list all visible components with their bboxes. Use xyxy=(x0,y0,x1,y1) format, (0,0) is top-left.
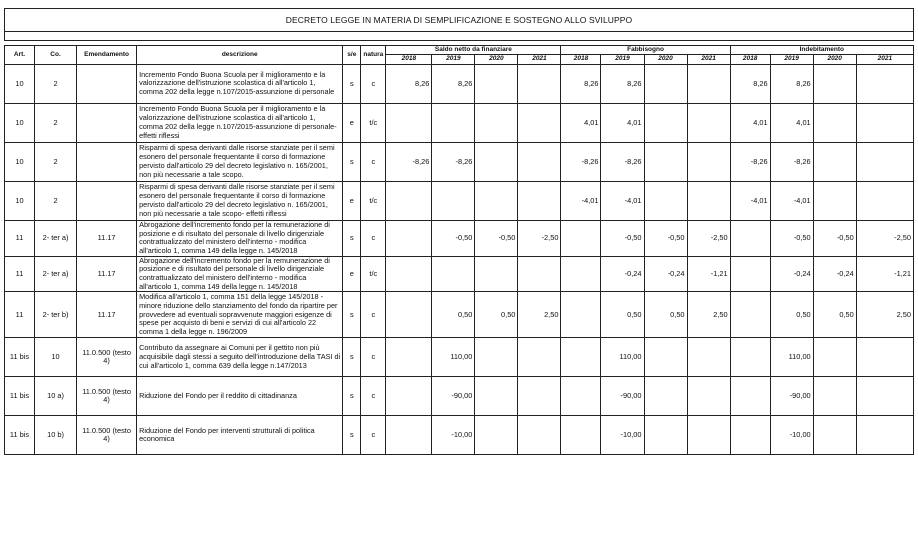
cell-saldo-value: -2,50 xyxy=(518,220,561,256)
cell-indebitamento-value xyxy=(813,416,856,455)
table-row xyxy=(5,377,914,416)
cell-fabbisogno-value: 0,50 xyxy=(644,292,687,338)
cell-saldo-value xyxy=(518,256,561,292)
cell-indebitamento-value xyxy=(730,338,770,377)
cell-indebitamento-value: -10,00 xyxy=(770,416,813,455)
header-year: 2020 xyxy=(644,55,687,64)
cell-saldo-value xyxy=(386,338,432,377)
header-group-saldo: Saldo netto da finanziare xyxy=(386,46,561,55)
cell-saldo-value xyxy=(386,256,432,292)
cell-saldo-value xyxy=(386,103,432,142)
cell-indebitamento-value xyxy=(856,416,913,455)
cell-fabbisogno-value: 4,01 xyxy=(601,103,644,142)
cell-saldo-value xyxy=(386,220,432,256)
header-year: 2021 xyxy=(687,55,730,64)
cell-se: s xyxy=(343,292,361,338)
cell-fabbisogno-value: -90,00 xyxy=(601,377,644,416)
header-year: 2018 xyxy=(386,55,432,64)
table-row xyxy=(5,64,914,103)
cell-saldo-value xyxy=(475,416,518,455)
cell-indebitamento-value xyxy=(856,181,913,220)
cell-descrizione xyxy=(137,416,343,455)
cell-co: 2- ter b) xyxy=(35,292,77,338)
header-year: 2018 xyxy=(730,55,770,64)
cell-saldo-value xyxy=(475,338,518,377)
cell-fabbisogno-value xyxy=(561,416,601,455)
cell-saldo-value: 110,00 xyxy=(432,338,475,377)
cell-co: 2 xyxy=(35,64,77,103)
cell-fabbisogno-value xyxy=(687,64,730,103)
cell-emendamento xyxy=(77,142,137,181)
title-spacer-bar xyxy=(4,31,914,41)
cell-descrizione-text: Modifica all'articolo 1, comma 151 della legge 145/2018 - minore riduzione dello stanziamento del fondo da ripartire per provvedere ad eventuali sopravvenute maggiori esigenze di spese per acquisto di beni e servizi di cui all'articolo 22 comma 1 della legge n. 196/2009 xyxy=(139,293,338,336)
cell-saldo-value xyxy=(432,256,475,292)
header-year: 2021 xyxy=(518,55,561,64)
cell-descrizione xyxy=(137,220,343,256)
cell-indebitamento-value: 0,50 xyxy=(813,292,856,338)
cell-descrizione-text: Riduzione del Fondo per interventi strutturali di politica economica xyxy=(139,426,315,444)
header-art: Art. xyxy=(5,46,35,65)
cell-fabbisogno-value: -10,00 xyxy=(601,416,644,455)
cell-fabbisogno-value: -2,50 xyxy=(687,220,730,256)
cell-descrizione xyxy=(137,377,343,416)
table-row xyxy=(5,181,914,220)
cell-indebitamento-value: 8,26 xyxy=(730,64,770,103)
cell-saldo-value: 8,26 xyxy=(432,64,475,103)
cell-indebitamento-value xyxy=(813,377,856,416)
cell-saldo-value xyxy=(386,377,432,416)
cell-natura: c xyxy=(361,377,386,416)
cell-saldo-value xyxy=(475,256,518,292)
cell-fabbisogno-value xyxy=(644,103,687,142)
cell-indebitamento-value xyxy=(813,338,856,377)
cell-fabbisogno-value: -8,26 xyxy=(561,142,601,181)
cell-descrizione xyxy=(137,142,343,181)
cell-indebitamento-value: -0,50 xyxy=(770,220,813,256)
cell-art: 11 bis xyxy=(5,338,35,377)
header-year: 2019 xyxy=(770,55,813,64)
cell-indebitamento-value: 110,00 xyxy=(770,338,813,377)
cell-saldo-value xyxy=(386,416,432,455)
header-year: 2018 xyxy=(561,55,601,64)
cell-descrizione-text: Riduzione del Fondo per il reddito di cittadinanza xyxy=(139,392,297,401)
cell-indebitamento-value: 0,50 xyxy=(770,292,813,338)
cell-natura: t/c xyxy=(361,103,386,142)
header-co: Co. xyxy=(35,46,77,65)
cell-indebitamento-value xyxy=(856,377,913,416)
cell-saldo-value xyxy=(475,181,518,220)
cell-saldo-value: -10,00 xyxy=(432,416,475,455)
cell-natura: c xyxy=(361,220,386,256)
cell-saldo-value xyxy=(518,377,561,416)
cell-indebitamento-value: -0,50 xyxy=(813,220,856,256)
cell-fabbisogno-value: -8,26 xyxy=(601,142,644,181)
cell-saldo-value xyxy=(386,181,432,220)
table-row xyxy=(5,220,914,256)
cell-se: s xyxy=(343,142,361,181)
header-natura: natura xyxy=(361,46,386,65)
header-year: 2019 xyxy=(432,55,475,64)
header-se: s/e xyxy=(343,46,361,65)
cell-emendamento: 11.17 xyxy=(77,292,137,338)
cell-fabbisogno-value xyxy=(644,338,687,377)
cell-descrizione xyxy=(137,338,343,377)
cell-indebitamento-value: -2,50 xyxy=(856,220,913,256)
cell-indebitamento-value: 4,01 xyxy=(770,103,813,142)
cell-co: 2- ter a) xyxy=(35,220,77,256)
cell-indebitamento-value xyxy=(813,64,856,103)
cell-indebitamento-value xyxy=(856,142,913,181)
header-row-groups xyxy=(5,46,914,55)
cell-saldo-value xyxy=(475,142,518,181)
cell-emendamento: 11.0.500 (testo 4) xyxy=(77,338,137,377)
cell-fabbisogno-value xyxy=(644,416,687,455)
cell-saldo-value xyxy=(518,103,561,142)
cell-descrizione-text: Incremento Fondo Buona Scuola per il miglioramento e la valorizzazione dell'istruzione scolastica di all'articolo 1, comma 202 della legge n.107/2015-assunzione di personale- effetti riflessi xyxy=(139,105,337,140)
cell-co: 2 xyxy=(35,181,77,220)
cell-natura: c xyxy=(361,142,386,181)
table-row xyxy=(5,142,914,181)
cell-saldo-value xyxy=(432,103,475,142)
cell-fabbisogno-value xyxy=(561,338,601,377)
cell-indebitamento-value: -0,24 xyxy=(770,256,813,292)
cell-fabbisogno-value xyxy=(561,292,601,338)
cell-fabbisogno-value xyxy=(561,377,601,416)
cell-fabbisogno-value xyxy=(687,338,730,377)
cell-indebitamento-value: -1,21 xyxy=(856,256,913,292)
cell-se: e xyxy=(343,256,361,292)
cell-se: e xyxy=(343,181,361,220)
document-title: DECRETO LEGGE IN MATERIA DI SEMPLIFICAZIONE E SOSTEGNO ALLO SVILUPPO xyxy=(4,8,914,32)
cell-fabbisogno-value: -1,21 xyxy=(687,256,730,292)
table-row xyxy=(5,292,914,338)
cell-art: 11 xyxy=(5,292,35,338)
cell-saldo-value xyxy=(475,377,518,416)
cell-saldo-value xyxy=(386,292,432,338)
cell-natura: c xyxy=(361,338,386,377)
cell-indebitamento-value xyxy=(856,64,913,103)
cell-saldo-value: 0,50 xyxy=(432,292,475,338)
cell-se: s xyxy=(343,377,361,416)
cell-art: 10 xyxy=(5,142,35,181)
cell-indebitamento-value xyxy=(856,103,913,142)
cell-indebitamento-value: 2,50 xyxy=(856,292,913,338)
cell-fabbisogno-value xyxy=(687,103,730,142)
cell-indebitamento-value: -90,00 xyxy=(770,377,813,416)
cell-natura: t/c xyxy=(361,256,386,292)
cell-saldo-value: -0,50 xyxy=(475,220,518,256)
cell-co: 2 xyxy=(35,142,77,181)
cell-fabbisogno-value: -4,01 xyxy=(561,181,601,220)
cell-indebitamento-value xyxy=(730,292,770,338)
cell-saldo-value xyxy=(432,181,475,220)
cell-fabbisogno-value xyxy=(644,377,687,416)
cell-emendamento: 11.17 xyxy=(77,256,137,292)
cell-saldo-value xyxy=(518,142,561,181)
cell-art: 11 xyxy=(5,256,35,292)
cell-fabbisogno-value: -0,24 xyxy=(644,256,687,292)
cell-descrizione xyxy=(137,181,343,220)
cell-descrizione xyxy=(137,103,343,142)
cell-se: s xyxy=(343,64,361,103)
cell-art: 10 xyxy=(5,103,35,142)
cell-fabbisogno-value: -0,24 xyxy=(601,256,644,292)
cell-saldo-value: -8,26 xyxy=(432,142,475,181)
cell-indebitamento-value: -8,26 xyxy=(770,142,813,181)
cell-indebitamento-value: -4,01 xyxy=(730,181,770,220)
cell-descrizione-text: Incremento Fondo Buona Scuola per il miglioramento e la valorizzazione dell'istruzione scolastica di all'articolo 1, comma 202 della legge n.107/2015-assunzione di personale xyxy=(139,70,335,97)
cell-natura: c xyxy=(361,416,386,455)
cell-indebitamento-value: -8,26 xyxy=(730,142,770,181)
cell-art: 10 xyxy=(5,181,35,220)
cell-saldo-value xyxy=(518,181,561,220)
cell-fabbisogno-value: 4,01 xyxy=(561,103,601,142)
cell-natura: c xyxy=(361,292,386,338)
cell-fabbisogno-value xyxy=(687,377,730,416)
cell-saldo-value xyxy=(518,416,561,455)
cell-emendamento: 11.0.500 (testo 4) xyxy=(77,416,137,455)
cell-art: 11 bis xyxy=(5,377,35,416)
cell-co: 10 b) xyxy=(35,416,77,455)
cell-se: s xyxy=(343,338,361,377)
cell-fabbisogno-value: 8,26 xyxy=(561,64,601,103)
cell-saldo-value: -8,26 xyxy=(386,142,432,181)
cell-fabbisogno-value: -0,50 xyxy=(601,220,644,256)
header-emendamento: Emendamento xyxy=(77,46,137,65)
cell-descrizione-text: Risparmi di spesa derivanti dalle risorse stanziate per il semi esonero del personale frequentante il corso di formazione pervisto dall'articolo 29 del decreto legislativo n. 165/2001, non più necessarie a tale scopo. xyxy=(139,144,335,179)
cell-fabbisogno-value: -4,01 xyxy=(601,181,644,220)
header-year: 2020 xyxy=(813,55,856,64)
cell-indebitamento-value xyxy=(856,338,913,377)
header-year: 2021 xyxy=(856,55,913,64)
cell-co: 2- ter a) xyxy=(35,256,77,292)
cell-fabbisogno-value xyxy=(687,416,730,455)
cell-indebitamento-value xyxy=(813,142,856,181)
cell-fabbisogno-value xyxy=(561,220,601,256)
cell-descrizione-text: Risparmi di spesa derivanti dalle risorse stanziate per il semi esonero del personale frequentante il corso di formazione pervisto dall'articolo 29 del decreto legislativo n. 165/2001, non più necessarie a tale scopo- effetti riflessi xyxy=(139,183,335,218)
cell-indebitamento-value: -0,24 xyxy=(813,256,856,292)
cell-co: 2 xyxy=(35,103,77,142)
cell-indebitamento-value xyxy=(813,103,856,142)
cell-descrizione-text: Abrogazione dell'incremento fondo per la remunerazione di posizione e di risultato del personale di livello dirigenziale contrattualizzato del ministero dell'interno - modifica all'articolo 1, comma 149 della legge n. 145/2018 xyxy=(139,256,330,291)
cell-se: s xyxy=(343,416,361,455)
cell-saldo-value: -0,50 xyxy=(432,220,475,256)
cell-emendamento: 11.0.500 (testo 4) xyxy=(77,377,137,416)
cell-indebitamento-value xyxy=(730,377,770,416)
cell-fabbisogno-value xyxy=(561,256,601,292)
cell-descrizione-text: Abrogazione dell'incremento fondo per la remunerazione di posizione e di risultato del personale di livello dirigenziale contrattualizzato del ministero dell'interno - modifica all'articolo 1, comma 149 della legge n. 145/2018 xyxy=(139,220,330,255)
cell-indebitamento-value: 4,01 xyxy=(730,103,770,142)
cell-natura: c xyxy=(361,64,386,103)
cell-saldo-value xyxy=(518,338,561,377)
cell-fabbisogno-value: 110,00 xyxy=(601,338,644,377)
cell-saldo-value: 0,50 xyxy=(475,292,518,338)
cell-indebitamento-value: -4,01 xyxy=(770,181,813,220)
table-row xyxy=(5,338,914,377)
cell-emendamento: 11.17 xyxy=(77,220,137,256)
cell-descrizione xyxy=(137,64,343,103)
cell-fabbisogno-value xyxy=(644,142,687,181)
table-row xyxy=(5,103,914,142)
cell-descrizione-text: Contributo da assegnare ai Comuni per il gettito non più acquisibile dagli stessi a seguito dell'introduzione della TASI di cui all'articolo 1, comma 639 della legge n.147/2013 xyxy=(139,344,341,370)
cell-descrizione xyxy=(137,292,343,338)
financial-effects-table xyxy=(4,45,914,455)
cell-emendamento xyxy=(77,181,137,220)
cell-fabbisogno-value xyxy=(687,142,730,181)
cell-indebitamento-value xyxy=(730,416,770,455)
cell-saldo-value: 8,26 xyxy=(386,64,432,103)
cell-indebitamento-value xyxy=(730,256,770,292)
cell-emendamento xyxy=(77,64,137,103)
cell-fabbisogno-value: 8,26 xyxy=(601,64,644,103)
cell-natura: t/c xyxy=(361,181,386,220)
cell-indebitamento-value xyxy=(730,220,770,256)
cell-fabbisogno-value xyxy=(644,64,687,103)
table-row xyxy=(5,256,914,292)
cell-fabbisogno-value: -0,50 xyxy=(644,220,687,256)
cell-saldo-value xyxy=(475,64,518,103)
cell-saldo-value xyxy=(518,64,561,103)
cell-emendamento xyxy=(77,103,137,142)
cell-art: 10 xyxy=(5,64,35,103)
cell-saldo-value: 2,50 xyxy=(518,292,561,338)
cell-fabbisogno-value xyxy=(687,181,730,220)
header-year: 2019 xyxy=(601,55,644,64)
cell-co: 10 a) xyxy=(35,377,77,416)
cell-fabbisogno-value: 2,50 xyxy=(687,292,730,338)
header-group-fabbisogno: Fabbisogno xyxy=(561,46,730,55)
cell-saldo-value xyxy=(475,103,518,142)
cell-art: 11 xyxy=(5,220,35,256)
cell-co: 10 xyxy=(35,338,77,377)
cell-indebitamento-value xyxy=(813,181,856,220)
cell-fabbisogno-value: 0,50 xyxy=(601,292,644,338)
cell-se: s xyxy=(343,220,361,256)
table-body xyxy=(5,64,914,455)
cell-saldo-value: -90,00 xyxy=(432,377,475,416)
cell-descrizione xyxy=(137,256,343,292)
header-year: 2020 xyxy=(475,55,518,64)
header-group-indebitamento: Indebitamento xyxy=(730,46,913,55)
cell-art: 11 bis xyxy=(5,416,35,455)
header-descrizione: descrizione xyxy=(137,46,343,65)
cell-se: e xyxy=(343,103,361,142)
cell-indebitamento-value: 8,26 xyxy=(770,64,813,103)
cell-fabbisogno-value xyxy=(644,181,687,220)
table-row xyxy=(5,416,914,455)
